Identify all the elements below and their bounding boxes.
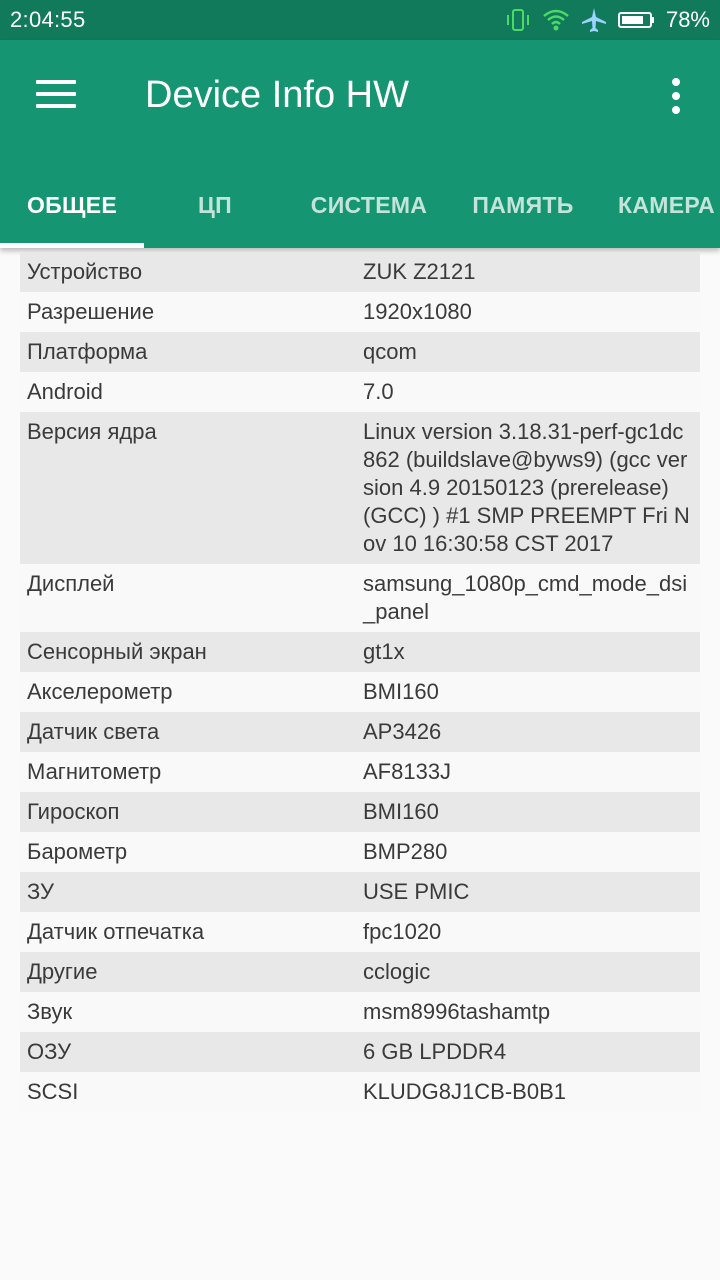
table-row [20,792,700,832]
table-row [20,992,700,1032]
row-value: AP3426 [363,719,442,744]
menu-icon[interactable] [30,68,82,120]
table-row [20,1072,700,1112]
table-row [20,752,700,792]
row-value: ZUK Z2121 [363,259,476,284]
table-row [20,672,700,712]
table-row [20,564,700,632]
status-icons [504,6,710,34]
tab-indicator [0,243,144,248]
status-time: 2:04:55 [10,7,86,32]
row-value: 1920x1080 [363,299,472,324]
row-value: gt1x [363,639,405,664]
row-value: AF8133J [363,759,452,784]
table-row [20,252,700,292]
app-title: Device Info HW [145,74,409,116]
app-bar [0,40,720,248]
row-label: Устройство [27,259,143,284]
tab-camera-label: КАМЕРА [618,191,715,218]
row-value: fpc1020 [363,919,442,944]
status-bar [0,0,720,40]
battery-icon [618,6,656,34]
tab-system[interactable] [286,162,452,248]
row-value: USE PMIC [363,879,470,904]
wifi-icon [542,6,570,34]
tab-bar [0,162,720,248]
row-label: Магнитометр [27,759,162,784]
table-row [20,372,700,412]
row-label: Версия ядра [27,419,157,444]
row-label: ЗУ [27,879,55,904]
row-value: samsung_1080p_cmd_mode_dsi_panel [363,571,688,624]
row-label: SCSI [27,1079,79,1104]
row-value: cclogic [363,959,431,984]
airplane-icon [580,6,608,34]
device-info-table [20,252,700,1112]
row-label: Сенсорный экран [27,639,207,664]
tab-memory[interactable] [452,162,594,248]
table-row [20,332,700,372]
row-label: Платформа [27,339,148,364]
tab-memory-label: ПАМЯТЬ [472,191,574,218]
table-row [20,632,700,672]
row-value: BMI160 [363,679,439,704]
row-value: KLUDG8J1CB-B0B1 [363,1079,566,1104]
row-value: qcom [363,339,417,364]
battery-level: 78% [665,7,710,32]
table-row [20,952,700,992]
row-value: 6 GB LPDDR4 [363,1039,507,1064]
table-row [20,712,700,752]
row-value: 7.0 [363,379,394,404]
tab-cpu[interactable] [144,162,286,248]
row-value: msm8996tashamtp [363,999,551,1024]
row-label: Android [27,379,103,404]
row-value: BMP280 [363,839,448,864]
row-label: Датчик света [27,719,160,744]
table-row [20,1032,700,1072]
row-label: Гироскоп [27,799,120,824]
vibrate-icon [504,6,532,34]
row-label: Другие [27,959,98,984]
tab-camera[interactable] [594,162,720,248]
table-row [20,872,700,912]
row-label: Барометр [27,839,128,864]
row-value: BMI160 [363,799,439,824]
table-row [20,832,700,872]
tab-cpu-label: ЦП [198,191,232,218]
row-label: Акселерометр [27,679,173,704]
row-label: Датчик отпечатка [27,919,205,944]
table-row [20,412,700,564]
tab-system-label: СИСТЕМА [310,191,428,218]
row-label: Дисплей [27,571,115,596]
tab-general[interactable] [0,162,144,248]
table-row [20,292,700,332]
row-label: ОЗУ [27,1039,72,1064]
table-row [20,912,700,952]
row-label: Разрешение [27,299,155,324]
row-label: Звук [27,999,73,1024]
row-value: Linux version 3.18.31-perf-gc1dc862 (buildslave@byws9) (gcc version 4.9 20150123 (prerelease) (GCC) ) #1 SMP PREEMPT Fri Nov 10 16:30:58 CST 2017 [363,419,690,556]
tab-general-label: ОБЩЕЕ [26,191,118,218]
more-options-icon[interactable] [656,70,696,122]
